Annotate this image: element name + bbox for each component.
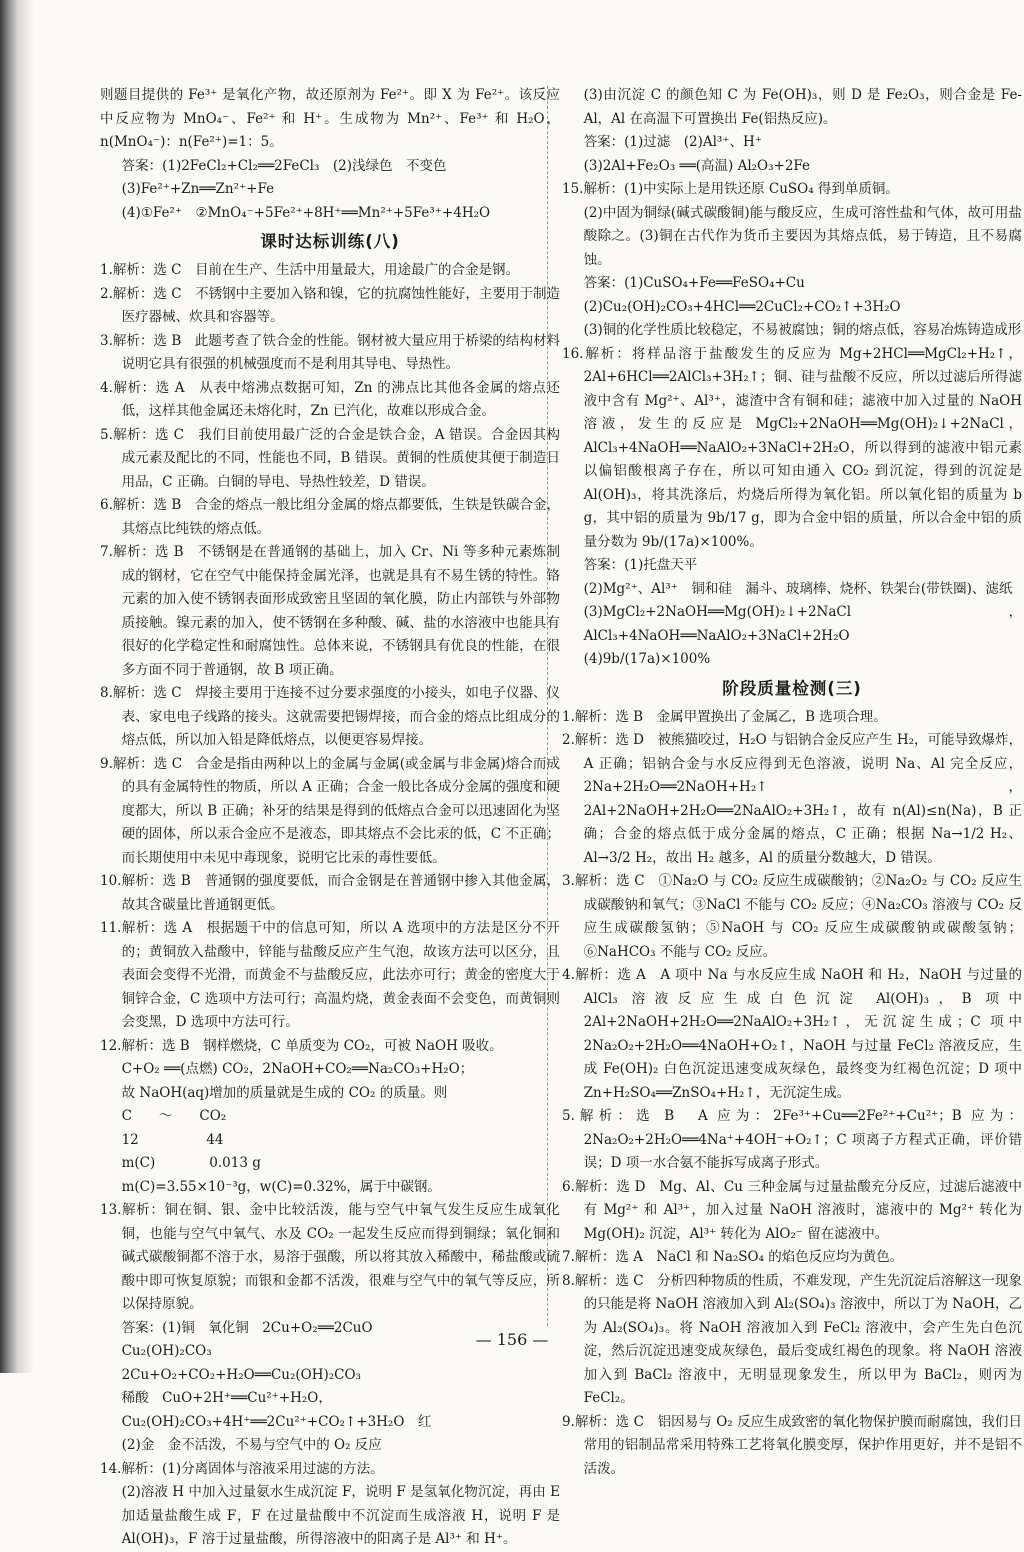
binding-shadow	[0, 0, 34, 1373]
answer-line: 则题目提供的 Fe³⁺ 是氧化产物，故还原剂为 Fe²⁺。即 X 为 Fe²⁺。该反应中反应物为 MnO₄⁻、Fe²⁺ 和 H⁺。生成物为 Mn²⁺、Fe³⁺ 和 H₂O，n(MnO₄⁻)：n(Fe²⁺)=1：5。	[100, 87, 560, 150]
answer-item: 5.解析：选 C 我们目前使用最广泛的合金是铁合金，A 错误。合金因其构成元素及配比的不同，性能也不同，B 错误。黄铜的性质使其便于制造日用品，C 正确。白铜的导电、导热性较差，D 错误。	[100, 426, 560, 490]
answer-line: (3)由沉淀 C 的颜色知 C 为 Fe(OH)₃，则 D 是 Fe₂O₃，则合金是 Fe-Al，Al 在高温下可置换出 Fe(铝热反应)。	[583, 87, 1022, 127]
answer-item: 8.解析：选 C 焊接主要用于连接不过分要求强度的小接头，如电子仪器、仪表、家电电子线路的接头。这就需要把锡焊接，而合金的熔点比组成分的熔点低，所以加入铅是降低熔点，以便更容易焊接。	[100, 685, 560, 748]
answer-item: 14.解析：(1)分离固体与溶液采用过滤的方法。	[100, 1460, 384, 1477]
answer-line: 答案：(1)托盘天平	[583, 557, 698, 573]
answer-item: 3.解析：选 C ①Na₂O 与 CO₂ 反应生成碳酸钠；②Na₂O₂ 与 CO₂ 反应生成碳酸钠和氧气；③NaCl 不能与 CO₂ 反应；④Na₂CO₃ 溶液与 CO₂ 反应生成碳酸氢钠；⑤NaOH 与 CO₂ 反应生成碳酸钠或碳酸氢钠；⑥NaHCO₃ 不能与 CO₂ 反应。	[562, 873, 1022, 960]
answer-line: (4)①Fe²⁺ ②MnO₄⁻+5Fe²⁺+8H⁺══Mn²⁺+5Fe³⁺+4H₂O	[121, 204, 491, 221]
answer-line: (2)溶液 H 中加入过量氨水生成沉淀 F，说明 F 是氢氧化物沉淀，再由 E 加适量盐酸生成 F，F 在过量盐酸中不沉淀而生成溶液 H，说明 F 是 Al(OH)₃，F 溶于过量盐酸，所得溶液中的阳离子是 Al³⁺ 和 H⁺。	[121, 1484, 560, 1547]
answer-line: 稀酸 CuO+2H⁺══Cu²⁺+H₂O，	[121, 1390, 332, 1406]
answer-item: 2.解析：选 D 被熊猫咬过，H₂O 与铝钠合金反应产生 H₂，可能导致爆炸，A 正确；铝钠合金与水反应得到无色溶液，说明 Na、Al 完全反应，2Na+2H₂O══2NaOH+H₂↑，2Al+2NaOH+2H₂O══2NaAlO₂+3H₂↑，故有 n(Al)≤n(Na)，B 正确；合金的熔点低于成分金属的熔点，C 正确；根据 Na→1/2 H₂、Al→3/2 H₂，故出 H₂ 越多，Al 的质量分数越大，D 错误。	[562, 732, 1023, 866]
right-column	[562, 84, 1022, 1481]
answer-line: (2)Cu₂(OH)₂CO₃+4HCl══2CuCl₂+CO₂↑+3H₂O	[583, 298, 901, 315]
answer-item: 7.解析：选 B 不锈钢是在普通钢的基础上，加入 Cr、Ni 等多种元素炼制成的钢材，它在空气中能保持金属光泽，也就是具有不易生锈的特性。铬元素的加入使不锈钢表面形成致密且坚固的氧化膜，防止内部铁与外部物质接触。镍元素的加入，使不锈钢在多种酸、碱、盐的水溶液中也能具有很好的化学稳定性和耐腐蚀性。总体来说，不锈钢具有优良的性能，在很多方面不同于普通钢，故 B 项正确。	[100, 544, 560, 678]
section-heading: 阶段质量检测(三)	[722, 678, 862, 698]
answer-line: (3)Fe²⁺+Zn══Zn²⁺+Fe	[121, 181, 275, 197]
answer-item: 13.解析：铜在铜、银、金中比较活泼，能与空气中氧气发生反应生成氧化铜，也能与空气中氧气、水及 CO₂ 一起发生反应而得到铜绿；氧化铜和碱式碳酸铜都不溶于水，易溶于强酸，所以将其放入稀酸中，稀盐酸或硫酸中即可恢复原貌；而银和金都不活泼，很难与空气中的氧气等反应，所以保持原貌。	[100, 1202, 560, 1312]
answer-line: Cu₂(OH)₂CO₃+4H⁺══2Cu²⁺+CO₂↑+3H₂O 红	[121, 1413, 432, 1430]
answer-item: 7.解析：选 A NaCl 和 Na₂SO₄ 的焰色反应均为黄色。	[562, 1249, 904, 1265]
answer-line: (3)MgCl₂+2NaOH══Mg(OH)₂↓+2NaCl，AlCl₃+4NaOH══NaAlO₂+3NaCl+2H₂O	[583, 604, 1022, 644]
answer-item: 6.解析：选 D Mg、Al、Cu 三种金属与过量盐酸充分反应，过滤后滤液中有 Mg²⁺ 和 Al³⁺，加入过量 NaOH 溶液时，滤液中的 Mg²⁺ 转化为 Mg(OH)₂ 沉淀，Al³⁺ 转化为 AlO₂⁻ 留在滤液中。	[562, 1178, 1022, 1242]
answer-line: C+O₂ ══(点燃) CO₂，2NaOH+CO₂══Na₂CO₃+H₂O；	[121, 1061, 474, 1077]
answer-line: (2)中固为铜绿(碱式碳酸铜)能与酸反应，生成可溶性盐和气体，故可用盐酸除之。(3)铜在古代作为货币主要因为其熔点低，易于铸造，且不易腐蚀。	[583, 204, 1022, 268]
answer-item: 6.解析：选 B 合金的熔点一般比组分金属的熔点都要低，生铁是铁碳合金，其熔点比纯铁的熔点低。	[100, 497, 560, 537]
answer-item: 16.解析：将样品溶于盐酸发生的反应为 Mg+2HCl══MgCl₂+H₂↑，2Al+6HCl══2AlCl₃+3H₂↑；铜、硅与盐酸不反应，所以过滤后所得滤液中含有 Mg²⁺、Al³⁺，滤渣中含有铜和硅；滤液中加入过量的 NaOH 溶液，发生的反应是 MgCl₂+2NaOH══Mg(OH)₂↓+2NaCl，AlCl₃+4NaOH══NaAlO₂+3NaCl+2H₂O，所以得到的滤液中铝元素以偏铝酸根离子存在，所以可知由通入 CO₂ 到沉淀，得到的沉淀是 Al(OH)₃，将其洗涤后，灼烧后所得为氧化铝。所以氧化铝的质量为 b g，其中铝的质量为 9b/17 g，即为合金中铝的质量，所以合金中铝的质量分数为 9b/(17a)×100%。	[562, 345, 1022, 550]
answer-line: m(C)=3.55×10⁻³g，w(C)=0.32%，属于中碳钢。	[121, 1178, 441, 1195]
answer-line: 答案：(1)过滤 (2)Al³⁺、H⁺	[583, 134, 762, 150]
answer-line: 2Cu+O₂+CO₂+H₂O══Cu₂(OH)₂CO₃	[121, 1366, 361, 1383]
answer-line: 故 NaOH(aq)增加的质量就是生成的 CO₂ 的质量。则	[121, 1084, 448, 1101]
answer-item: 8.解析：选 C 分析四种物质的性质，不难发现，产生先沉淀后溶解这一现象的只能是将 NaOH 溶液加入到 Al₂(SO₄)₃ 溶液中，所以丁为 NaOH，乙为 Al₂(SO₄)₃。将 NaOH 溶液加入到 FeCl₂ 溶液中，会产生先白色沉淀，然后沉淀迅速变成灰绿色，最后变成红褐色的现象。将 NaOH 溶液加入到 BaCl₂ 溶液中，无明显现象发生，所以甲为 BaCl₂，则丙为 FeCl₂。	[562, 1272, 1022, 1406]
answer-item: 1.解析：选 C 目前在生产、生活中用量最大，用途最广的合金是钢。	[100, 262, 520, 278]
answer-line: (2)Mg²⁺、Al³⁺ 铜和硅 漏斗、玻璃棒、烧杯、铁架台(带铁圈)、滤纸	[583, 580, 1013, 597]
answer-line: (4)9b/(17a)×100%	[583, 651, 711, 667]
answer-item: 2.解析：选 C 不锈钢中主要加入铬和镍，它的抗腐蚀性能好，主要用于制造医疗器械、炊具和容器等。	[100, 285, 560, 325]
answer-line: m(C) 0.013 g	[121, 1155, 261, 1171]
answer-item: 11.解析：选 A 根据题干中的信息可知，所以 A 选项中的方法是区分不开的；黄铜放入盐酸中，锌能与盐酸反应产生气泡，故该方法可以区分，且表面会变得不光滑，而黄金不与盐酸反应，此法亦可行；黄金的密度大于铜锌合金，C 选项中方法可行；高温灼烧，黄金表面不会变色，而黄铜则会变黑，D 选项中方法可行。	[100, 920, 560, 1030]
answer-line: (3)铜的化学性质比较稳定，不易被腐蚀；铜的熔点低，容易冶炼铸造成形	[583, 322, 1022, 338]
answer-line: 答案：(1)铜 氧化铜 2Cu+O₂══2CuO	[121, 1319, 373, 1336]
answer-item: 1.解析：选 B 金属甲置换出了金属乙，B 选项合理。	[562, 708, 887, 725]
answer-line: C ～ CO₂	[121, 1108, 227, 1124]
answer-line: (3)2Al+Fe₂O₃ ══(高温) Al₂O₃+2Fe	[583, 157, 811, 174]
answer-item: 9.解析：选 C 铝因易与 O₂ 反应生成致密的氧化物保护膜而耐腐蚀，我们日常用的铝制品常采用特殊工艺将氧化膜变厚，保护作用更好，并不是铝不活泼。	[562, 1413, 1022, 1477]
answer-item: 4.解析：选 A 从表中熔沸点数据可知，Zn 的沸点比其他各金属的熔点还低，这样其他金属还未熔化时，Zn 已汽化，故难以形成合金。	[100, 379, 560, 419]
answer-item: 3.解析：选 B 此题考查了铁合金的性能。钢材被大量应用于桥梁的结构材料说明它具有很强的机械强度而不是利用其导电、导热性。	[100, 332, 560, 372]
answer-item: 4.解析：选 A A 项中 Na 与水反应生成 NaOH 和 H₂，NaOH 与过量的 AlCl₃ 溶液反应生成白色沉淀 Al(OH)₃，B 项中 2Al+2NaOH+2H₂O══2NaAlO₂+3H₂↑，无沉淀生成；C 项中 2Na₂O₂+2H₂O══4NaOH+O₂↑，NaOH 与过量 FeCl₂ 溶液反应，生成 Fe(OH)₂ 白色沉淀迅速变成灰绿色，最终变为红褐色沉淀；D 项中 Zn+H₂SO₄══ZnSO₄+H₂↑，无沉淀生成。	[562, 967, 1022, 1101]
page-number: — 156 —	[475, 1330, 549, 1349]
answer-line: 答案：(1)2FeCl₂+Cl₂══2FeCl₃ (2)浅绿色 不变色	[121, 157, 447, 174]
section-heading: 课时达标训练(八)	[260, 232, 400, 251]
answer-line: Cu₂(OH)₂CO₃	[121, 1343, 212, 1359]
answer-item: 12.解析：选 B 钢样燃烧，C 单质变为 CO₂，可被 NaOH 吸收。	[100, 1037, 503, 1054]
answer-item: 5.解析：选 B A 应为：2Fe³⁺+Cu══2Fe²⁺+Cu²⁺；B 应为：2Na₂O₂+2H₂O══4Na⁺+4OH⁻+O₂↑；C 项离子方程式正确，评价错误；D 项一水合氨不能拆写成离子形式。	[562, 1108, 1022, 1171]
answer-line: (2)金 金不活泼，不易与空气中的 O₂ 反应	[121, 1437, 382, 1453]
answer-line: 答案：(1)CuSO₄+Fe══FeSO₄+Cu	[583, 275, 805, 291]
answer-item: 10.解析：选 B 普通钢的强度要低，而合金钢是在普通钢中掺入其他金属，故其含碳量比普通钢更低。	[100, 873, 560, 913]
answer-item: 9.解析：选 C 合金是指由两种以上的金属与金属(或金属与非金属)熔合而成的具有金属特性的物质，所以 A 正确；合金一般比各成分金属的强度和硬度都大，所以 B 正确；补牙的结果是得到的低熔点合金可以迅速固化为坚硬的固体，所以汞合金应不是液态，即其熔点不会比汞的低，C 不正确；而长期使用中未见中毒现象，说明它比汞的毒性要低。	[100, 755, 560, 866]
answer-item: 15.解析：(1)中实际上是用铁还原 CuSO₄ 得到单质铜。	[562, 181, 899, 197]
answer-line: 12 44	[121, 1131, 224, 1148]
